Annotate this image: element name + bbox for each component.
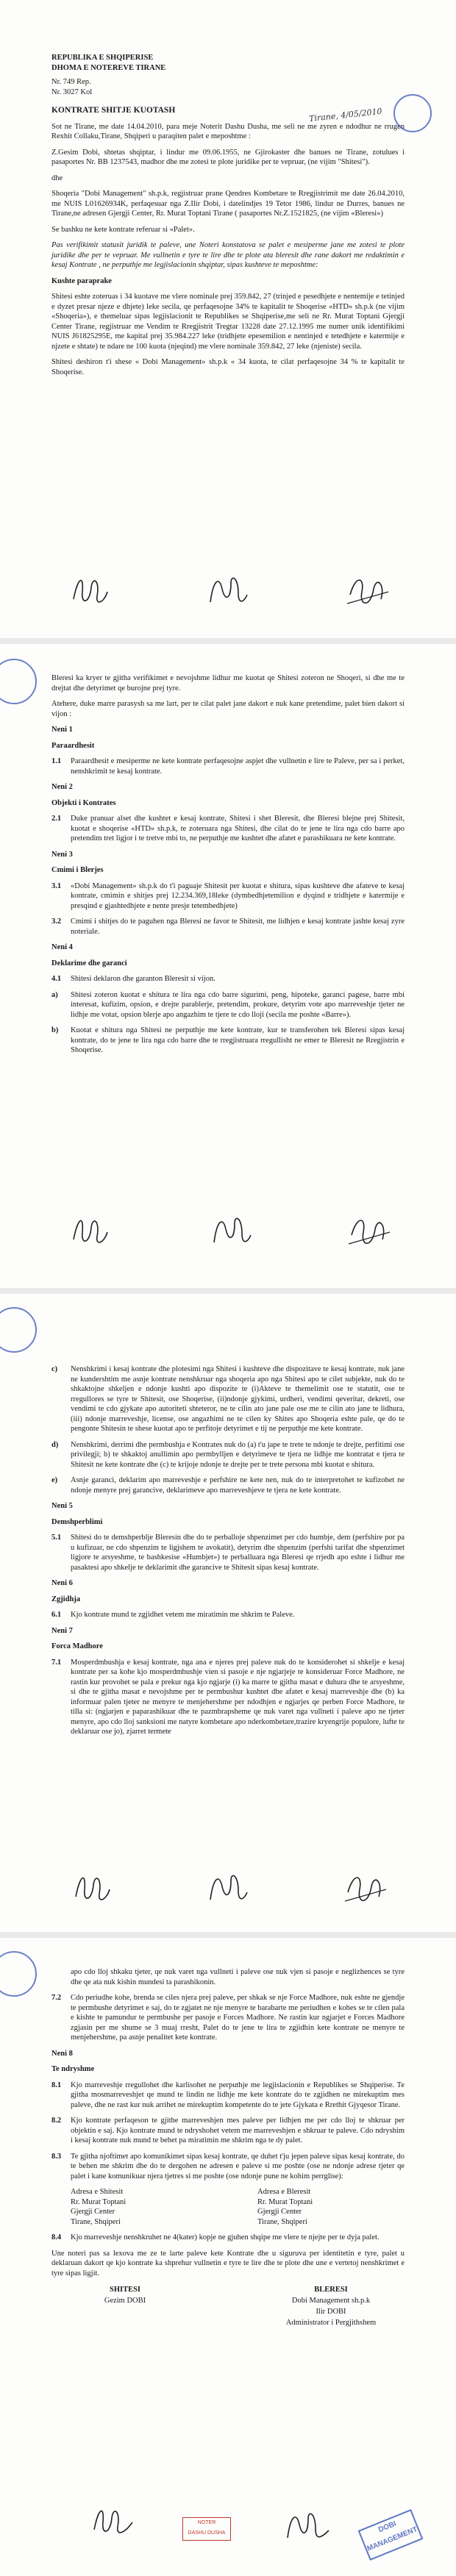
clause-number: 8.1 [51, 2081, 62, 2089]
party-buyer: Shoqeria "Dobi Management" sh.p.k, regjistruar prane Qendres Kombetare te Rregjistrimit me date 26.04.2010, me NUIS L01626934K, perfaqesuar nga Z.Ilir Dobi, i datelindjes 19 Tetor 1986, lindur ne Durres, banues ne Tirane,ne adresen Gjergji Center, Rr. Murat Toptani Tirane ( pasaportes Nr.Z.1521825, (ne vijim «Bleresi») [51, 190, 405, 218]
page-separator [0, 638, 456, 644]
clause-4-a [51, 990, 405, 1020]
clause-text: Paraardhesit e mesiperme ne kete kontrate perfaqesojne aspjet dhe vullnetin e lire te Paleve, per sa i perket, nenshkrimit te kesaj kontrate. [71, 757, 405, 776]
clause-letter: a) [51, 990, 58, 999]
address-line: Adresa e Shitesit [71, 2188, 124, 2196]
document-page-2 [0, 644, 456, 1288]
buyer-label: BLERESI [314, 2286, 348, 2294]
clause-7-2 [51, 1993, 405, 2043]
clause-5-1 [51, 1533, 405, 1573]
clause-text: Shitesi zoteron kuotat e shitura te lira nga cdo barre sigurimi, peng, hipoteke, garanci pagese, barre mbi interesat, kufizim, opsion, e drejte parablerje, pretendim, prokure, detyrim vote apo marreveshje tjeter ne lidhje me votat, opsion blerje apo angazhim te tjere te cdo lloji (secila me poshte «Barre»). [71, 990, 405, 1019]
clause-letter: c) [51, 1365, 58, 1373]
article-7-title: Forca Madhore [51, 1642, 103, 1650]
clause-number: 8.3 [51, 2152, 62, 2161]
clause-4-d [51, 1440, 405, 1470]
clause-number: 3.2 [51, 917, 62, 926]
clause-number: 8.4 [51, 2233, 62, 2242]
article-1-number: Neni 1 [51, 726, 73, 734]
article-8-number: Neni 8 [51, 2049, 73, 2058]
page-4-content [51, 1967, 405, 2334]
party-seller: Z.Gesim Dobi, shtetas shqiptar, i lindur me 09.06.1955, ne Gjirokaster dhe banues ne Tirane, zotulues i pasaportes Nr. BB 1237543, madhor dhe me zotesi te plote juridike per te vepruar, (ne vijim "Shitesi"). [51, 148, 405, 166]
clause-8-3 [51, 2152, 405, 2182]
signature-notary-icon [346, 1210, 393, 1254]
clause-number: 5.1 [51, 1534, 62, 1542]
buyer-role: Administrator i Pergjithshem [285, 2319, 377, 2327]
official-seal-icon [0, 1951, 37, 1997]
article-5-title: Demshperblimi [51, 1517, 103, 1526]
address-line: Gjergji Center [257, 2208, 302, 2216]
notary-stamp-line: NOTER [197, 2520, 216, 2525]
signature-buyer-icon [210, 1210, 254, 1253]
clause-text: Mosperdmbushja e kesaj kontrate, nga ana e njeres prej paleve nuk do te konsiderohet si shkelje e kesaj kontrate per sa kohe kjo mosperdmbushje vien si pasoje e nje ngjarjeje te konsideruar Force Madhore, ne rastin kur provohet se pala e prekur nga kjo ngjarje (i) ka marre te gjitha masat e duhura dhe te arsyeshme, si dhe te gjitha masat e nevojshme per te permbushur kushtet dhe afatet e kesaj marreveshje dhe (b) ka informuar palen tjeter ne menyre te menjehershme per ndodhjen e ngjarjes qe perben Force Madhore, te tilla si: (ngjarjen e paparashikuar dhe te pazmbrapsheme qe nuk varet nga vullneti i paleve apo ne tjeter menyre, apo cdo lloj sanksioni me natyre kombetare apo nderkombetare,trazire kryengrije populore, lufte te deklaruar ose jo), zjarret termete [71, 1658, 405, 1736]
clause-7-1 [51, 1658, 405, 1737]
clause-number: 8.2 [51, 2117, 62, 2125]
clause-3-1 [51, 881, 405, 912]
clause-8-4 [51, 2233, 405, 2243]
signature-notary-icon [344, 570, 391, 614]
clause-8-1 [51, 2081, 405, 2111]
header-office: DHOMA E NOTEREVE TIRANE [51, 63, 166, 72]
clause-text: Te gjitha njoftimet apo komunikimet sipas kesaj kontrate, qe duhet t'ju jepen paleve sipas kesaj kontrate, do te behen me shkrim dhe do te dergohen ne adresen e paleve si me poshte (ose ne ndonje adrese tjeter qe palet i kane komunikuar njera tjetres si me poshte (ose ndonje pune ne kohim perrglise): [71, 2152, 405, 2180]
notary-stamp-line: DASHU DUSHA [188, 2530, 226, 2536]
article-1-title: Paraardhesit [51, 741, 95, 750]
signature-buyer-icon [206, 570, 250, 612]
company-stamp: DOBI MANAGEMENT [358, 2509, 424, 2561]
official-seal-icon [0, 659, 37, 704]
clause-text: Cmimi i shitjes do te paguhen nga Bleresi ne favor te Shitesit, me lidhjen e kesaj kontrate jashte kesaj zyre noteriale. [71, 917, 405, 936]
address-line: Adresa e Bleresit [257, 2188, 311, 2196]
clause-number: 2.1 [51, 815, 62, 823]
parties-together: Se bashku ne kete kontrate referuar si «Palet». [51, 225, 195, 234]
clause-text: Nenshkrimi i kesaj kontrate dhe plotesimi nga Shitesi i kushteve dhe dispozitave te kesaj kontrate, nuk jane ne kundershtim me asnje kontrate nenshkruar nga shoqeria apo nga Shitesi apo te cilet subjekte, nuk do te shkaktojne shkeljen e ndonje kushti apo dispozite te (i)Akteve te themelimit ose te statutit, ose te rregullores se tyre te Shitesit, ose Shoqerise, (ii)ndonje gjykimi, urdheri, vendimi qeveritar, dekreti, ose vendimi te cdo gjykate apo autoriteti shteteror, ne te cilin ato jane pale ose me te cilin ato jane te lidhura, (iii) ndonje marreveshje, license, ose angazhimi ne te cilen ky Shites apo Shoqeria eshte pale, qe do te pengonte Shitesin te shese kuotat apo te perfitoje detyrimet e tij ne perputhje me kete kontrate. [71, 1365, 405, 1433]
preconditions-paragraph-1: Shitesi eshte zoteruas i 34 kuotave me vlere nominale prej 359.842, 27 (trinjed e pesedhjete e nentemije e tetinjed e dyzet presar njeze e dhjete) leke secila, qe perfaqesojne 34% te kapitalit te Shoqerise «HTD» sh.p.k (ne vijim «Shoqeria»), e themeluar sipas legjislacionit te Republikes se Shqiperise,me seli ne Rr. Murat Toptani Gjergji Center Tirane, regjistruar me Vendim te Rregjistrit Tregtar 13228 date 27.12.1995 me numer unik identifikimi NUIS J61825295E, me kapital prej 35.984.227 leke (tridhjete epesemilion e nentinjed e tetedhjete e katermije e njzete e shtate) te ndare ne 100 kuota (njeqind) me vlere nominale 359.842, 27 leke (njeniste) secila. [51, 293, 405, 351]
buyer-signature-block [257, 2284, 405, 2328]
buyer-address [257, 2187, 405, 2227]
clause-4-e [51, 1475, 405, 1495]
page-1-content [51, 53, 405, 383]
address-line: Gjergji Center [71, 2208, 115, 2216]
signature-buyer-icon [206, 1867, 250, 1910]
address-line: Rr. Murat Toptani [257, 2197, 313, 2206]
buyer-verification: Bleresi ka kryer te gjitha verifikimet e nevojshme lidhur me kuotat qe Shitesi zoteron ne Shoqeri, si dhe me te drejtat dhe detyrimet qe burojne prej tyre. [51, 674, 405, 693]
page-2-content [51, 673, 405, 1062]
nr-kol-line: Nr. 3027 Kol [51, 87, 93, 96]
article-3-number: Neni 3 [51, 850, 73, 859]
contract-title: KONTRATE SHITJE KUOTASH [51, 106, 176, 115]
clause-text: Shitesi deklaron dhe garanton Bleresit si vijon. [71, 975, 215, 983]
clause-number: 1.1 [51, 757, 62, 765]
clause-number: 3.1 [51, 881, 62, 890]
clause-text: Shitesi do te demshperblje Bleresin dhe do te perballoje shpenzimet per cdo humbje, dem (perfshire por pa u kufizuar, ne cdo shpenzim te ligjshem te avokatit), detyrim dhe shpenzim (perfshi tarifat dhe shpenzimet ligjore te arsyeshme, te bashkesise «Humbjet») te perballuara nga Bleresi qe rrjedh apo eshte i lidhur me pasaktesi apo shkelje te deklarimit dhe garancive te Shitesit sipas kesaj kontrate. [71, 1534, 405, 1572]
signature-notary-icon [342, 1867, 389, 1911]
clause-text: Kjo marreveshje rregullohet dhe karlisohet ne perputhje me legjislacionin e Republikes se Shqiperise. Te gjitha mosmarreveshjet qe mund te lindin ne lidhje me kete kontrate do te zgjidhen ne mirekuptim mes paleve, dhe ne rast kur nuk arrihet ne mirekuptim kompetente do te jete Gjykata e Rrethit Gjyqesor Tirane. [71, 2081, 405, 2109]
document-page-3 [0, 1294, 456, 1932]
notary-verification: Pas verifikimit statusit juridik te paleve, une Noteri konstatova se palet e mesiperme jane me zotesi te plote juridike dhe per te vepruar. Me vullnetin e tyre te lire dhe te plote ata bleresit dhe rane dakort me redaktimin e kesaj Kontrate , ne perputhje me legjislacionin shqiptar, sipas kushteve te meposhtme: [51, 241, 405, 269]
clause-text: Asnje garanci, deklarim apo marreveshje e perfshire ne kete nen, nuk do te interpretohet te kufizohet ne ndonje menyre prej garancive, deklarimeve apo marreveshjeve te tjera ne kete kontrate. [71, 1476, 405, 1495]
clause-letter: b) [51, 1026, 59, 1034]
article-2-title: Objekti i Kontrates [51, 798, 116, 807]
address-line: Tirane, Shqiperi [257, 2217, 307, 2226]
preconditions-paragraph-2: Shitesi deshiron t'i shese « Dobi Management» sh.p.k « 34 kuota, te cilat perfaqesojne 34 % te kapitalit te Shoqerise. [51, 358, 405, 376]
seller-name: Gezim DOBI [104, 2297, 146, 2305]
page-separator [0, 1932, 456, 1938]
signature-block [51, 2284, 405, 2328]
article-6-title: Zgjidhja [51, 1595, 81, 1603]
clause-letter: e) [51, 1476, 58, 1484]
buyer-company: Dobi Management sh.p.k [291, 2297, 371, 2305]
clause-text: «Dobi Management» sh.p.k do t'i paguaje Shitesit per kuotat e shitura, sipas kushteve dhe afateve te kesaj kontrate, cmimin e shitjes prej 12.234.369,18leke (dymbedhjetemilion e dyqind e tridhjete e katermije e presqind e gjashtedhjete e nente presje tetembedhjete) [71, 881, 405, 910]
header-country: REPUBLIKA E SHQIPERISE [51, 54, 154, 62]
preconditions-heading: Kushte paraprake [51, 276, 112, 285]
address-line: Tirane, Shqiperi [71, 2217, 121, 2226]
clause-text: Duke pranuar alset dhe kushtet e kesaj kontrate, Shitesi i shet Bleresit, dhe Bleresi blejne prej Shitesit, kuotat e shoqerise «HTD» sh.p.k, te zoteruara nga Shitesi, dhe cilat do te jene te lira nga cdo barre apo pretendim tret ligjor i te tretve mbi to, ne perputhje me kushtet dhe afatet e parashikuara ne kete kontrate. [71, 815, 405, 842]
signature-seller-icon [68, 1210, 112, 1253]
clause-4-1 [51, 974, 405, 984]
seller-signature-block [51, 2284, 199, 2328]
clause-2-1 [51, 814, 405, 844]
signature-seller-icon [68, 570, 112, 612]
clause-text: Kjo kontrate mund te zgjidhet vetem me miratimin me shkrim te Paleve. [71, 1611, 295, 1619]
clause-6-1 [51, 1610, 405, 1620]
buyer-representative: Ilir DOBI [316, 2308, 346, 2316]
address-line: Rr. Murat Toptani [71, 2197, 127, 2206]
seller-address [71, 2187, 218, 2227]
clause-text: Nenshkrimi, derrimi dhe permbushja e Kontrates nuk do (a) t'u jape te trete te ndonje te drejte, perfitimi ose privilegji; b) te shkaktoj anullimin apo permbylljen e detyrimeve te tjera ne lidhje me kontratat e tjera te Shitesit ne kete kontrate dhe (c) te krijoje ndonje te drejte per te trete persona mbi kuotat e shitura. [71, 1440, 405, 1469]
notary-stamp [182, 2517, 231, 2541]
clause-text: apo cdo lloj shkaku tjeter, qe nuk varet nga vullneti i paleve ose nuk vjen si pasoje e neglizhences se tyre dhe qe ata nuk kishin mundesi ta parashikonin. [71, 1968, 405, 1986]
document-page-4 [0, 1938, 456, 2576]
article-8-title: Te ndryshme [51, 2065, 95, 2073]
clause-4-b [51, 1026, 405, 1056]
signature-seller-icon [88, 2500, 140, 2544]
clause-number: 7.1 [51, 1658, 62, 1667]
official-seal-icon [0, 1307, 37, 1353]
handwritten-date-note: Tirane, 4/05/2010 [308, 106, 383, 124]
clause-text: Kjo marreveshje nenshkruhet ne 4(kater) kopje ne gjuhen shqipe me vlere te njejte per te dyja palet. [71, 2233, 380, 2242]
clause-letter: d) [51, 1440, 59, 1449]
nr-rep-line: Nr. 749 Rep. [51, 78, 91, 86]
article-4-title: Deklarime dhe garanci [51, 959, 127, 967]
notary-closing: Une noteri pas sa lexova me ze te larte paleve kete Kontrate dhe u siguruva per identitetin e tyre, palet u deklaruan dakort qe kjo kontrate ka shprehur vullnetin e tyre te lire dhe te plote dhe une e vertetoj nenshkrimet e tyre sipas ligjit. [51, 2249, 405, 2278]
dhe-text: dhe [51, 173, 63, 182]
signature-buyer-icon [283, 2505, 335, 2550]
article-3-title: Cmimi i Blerjes [51, 866, 104, 874]
article-5-number: Neni 5 [51, 1502, 73, 1510]
clause-text: Kjo kontrate perfaqeson te gjithe marreveshjen mes paleve per lidhjen me per cdo lloj te shkruar per objektin e saj. Kjo kontrate mund te ndryshohet vetem me marreveshjen e shkruar te paleve. Cdo ndryshim i kesaj kontrate nuk mund te behet pa miratimin me shkrim nga te dy palet. [71, 2117, 405, 2144]
page-3-content [51, 1364, 405, 1743]
article-2-number: Neni 2 [51, 783, 73, 791]
clause-7-1-continued [51, 1967, 405, 1987]
agreement-intro: Atehere, duke marre parasysh sa me lart, per te cilat palet jane dakort e nuk kane pretendime, palet bien dakort si vijon : [51, 700, 405, 718]
clause-text: Cdo periudhe kohe, brenda se ciles njera prej paleve, per shkak se nje Force Madhore, nuk eshte ne gjendje te permbushe detyrimet e saj, do te zgjatet ne nje menyre te barabarte me periudhen e kohes se te cilen pala e kishte te pamundur te permbushe per pasoje e Forces Madhore. Ne rastin kur ngjarjet e Forces Madhore zgjasin per me shume se 3 muaj rresht, Palet do te jene te lira te zgjidhin kete kontrate ne menyre te menjehershme, pa asnje penalitet kete kontrate. [71, 1994, 405, 2042]
article-4-number: Neni 4 [51, 943, 73, 951]
signature-seller-icon [70, 1867, 114, 1910]
article-7-number: Neni 7 [51, 1626, 73, 1635]
seller-label: SHITESI [109, 2286, 141, 2294]
page-separator [0, 1288, 456, 1294]
clause-1-1 [51, 756, 405, 776]
clause-4-c [51, 1364, 405, 1434]
clause-number: 7.2 [51, 1994, 62, 2002]
clause-text: Kuotat e shitura nga Shitesi ne perputhje me kete kontrate, kur te transferohen tek Bleresi sipas kesaj kontrate, do te jene te lira nga cdo barre dhe te rregjistruara rregullisht ne emer te Bleresit ne Rregjistrin e Shoqerise. [71, 1026, 405, 1054]
official-seal-icon [393, 94, 432, 132]
clause-3-2 [51, 917, 405, 937]
article-6-number: Neni 6 [51, 1579, 73, 1587]
clause-number: 6.1 [51, 1611, 62, 1619]
intro-paragraph: Sot ne Tirane, me date 14.04.2010, para meje Noterit Dashu Dusha, me seli ne me zyren e ndodhur ne rrugen Rexhit Collaku,Tirane, Shqiperi u paraqiten palet e meposhtme : [51, 122, 405, 140]
clause-8-2 [51, 2116, 405, 2146]
clause-number: 4.1 [51, 975, 62, 983]
addresses-block [51, 2187, 405, 2227]
document-page-1 [0, 0, 456, 638]
